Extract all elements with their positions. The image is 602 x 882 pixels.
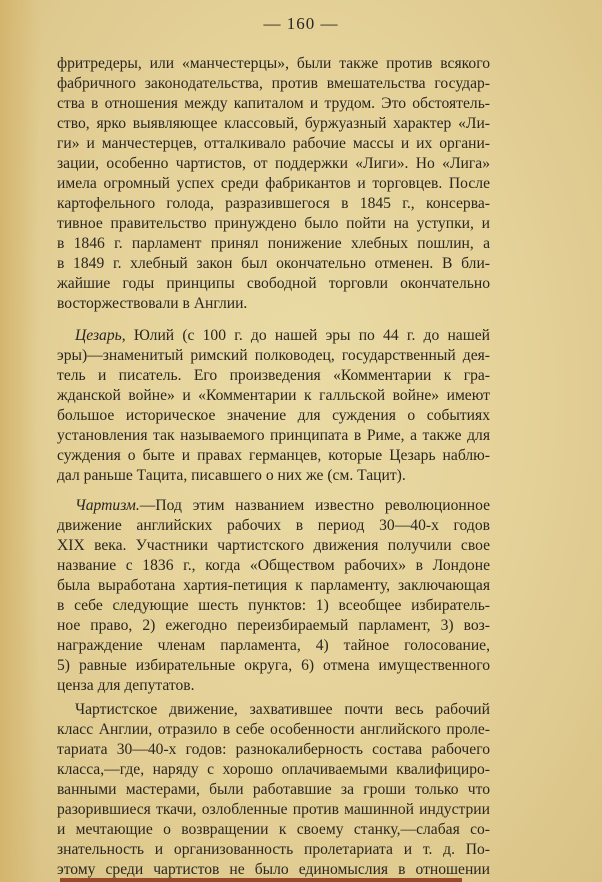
text-line: в 1846 г. парламент принял понижение хлебных пошлин, а — [57, 235, 490, 252]
text-line: тариата 30—40-х годов: разнокалиберность состава рабочего — [57, 741, 490, 758]
text-line: имела огромный успех среди фабрикантов и торговцев. После — [57, 175, 490, 192]
page-number: — 160 — — [263, 14, 339, 33]
text-line: ное право, 2) ежегодно переизбираемый парламент, 3) воз- — [57, 617, 490, 634]
text-line: установления так называемого принципата в Риме, а также для — [57, 427, 490, 444]
text-line: в себе следующие шесть пунктов: 1) всеобщее избиратель- — [57, 597, 490, 614]
entry-term: Чартизм. — [75, 497, 140, 514]
text-line — [75, 496, 490, 516]
text-line: жданской войне» и «Комментарии к галльской войне» имеют — [57, 387, 490, 404]
text-line: награждение членам парламента, 4) тайное голосование, — [57, 637, 490, 654]
text-line: тивное правительство принуждено было пойти на уступки, и — [57, 215, 490, 232]
text-line: дал раньше Тацита, писавшего о них же (см. Тацит). — [57, 467, 406, 484]
text-line: название с 1836 г., когда «Обществом рабочих» в Лондоне — [57, 557, 490, 574]
text-line: ства в отношения между капиталом и трудом. Это обстоятель- — [57, 95, 490, 112]
text-line: жайшие годы принципы свободной торговли окончательно — [57, 275, 490, 292]
text-line: и мечтающие о возвращении к своему станку,—слабая со- — [57, 821, 490, 838]
text-line — [75, 326, 490, 346]
text-line: ванными мастерами, были работавшие за гроши только что — [57, 781, 490, 798]
text-line: была выработана хартия-петиция к парламенту, заключающая — [57, 577, 490, 594]
text-line: в 1849 г. хлебный закон был окончательно отменен. В бли- — [57, 255, 490, 272]
page-edge-shadow — [0, 0, 40, 882]
text-line: большое историческое значение для суждения о событиях — [57, 407, 490, 424]
text-line: класс Англии, отразило в себе особенности английского проле- — [57, 721, 490, 738]
text-line: зации, особенно чартистов, от поддержки «Лиги». Но «Лига» — [57, 155, 490, 172]
text-line: тель и писатель. Его произведения «Комментарии к гра- — [57, 367, 490, 384]
text-line: разорившиеся ткачи, озлобленные против машинной индустрии — [57, 801, 490, 818]
text-line: ство, ярко выявляющее классовый, буржуазный характер «Ли- — [57, 115, 490, 132]
text-line: картофельного голода, разразившегося в 1845 г., консерва- — [57, 195, 490, 212]
text-line: знательность и организованность пролетариата и т. д. По- — [57, 841, 490, 858]
text-line: ги» и манчестерцев, отталкивало рабочие массы и их органи- — [57, 135, 490, 152]
text-line: этому среди чартистов не было единомыслия в отношении — [57, 861, 490, 878]
text-line: ценза для депутатов. — [57, 677, 195, 694]
text-line: фритредеры, или «манчестерцы», были также против всякого — [57, 55, 490, 72]
book-cover-edge — [60, 878, 462, 882]
text-line: суждения о быте и правах германцев, которые Цезарь наблю- — [57, 447, 490, 464]
text-line: эры)—знаменитый римский полководец, государственный дея- — [57, 347, 490, 364]
entry-text: , Юлий (с 100 г. до нашей эры по 44 г. до нашей — [121, 327, 490, 344]
text-line: класса,—где, наряду с хорошо оплачиваемыми квалифициро- — [57, 761, 490, 778]
entry-term: Цезарь — [75, 327, 122, 344]
entry-text: —Под этим названием известно революционное — [139, 497, 490, 514]
text-line: движение английских рабочих в период 30—40-х годов — [57, 517, 490, 534]
text-line: XIX века. Участники чартистского движения получили свое — [57, 537, 490, 554]
text-line: Чартистское движение, захватившее почти весь рабочий — [75, 701, 490, 718]
text-line: 5) равные избирательные округа, 6) отмена имущественного — [57, 657, 490, 674]
text-line: восторжествовали в Англии. — [57, 295, 248, 312]
text-line: фабричного законодательства, против вмешательства государ- — [57, 75, 490, 92]
